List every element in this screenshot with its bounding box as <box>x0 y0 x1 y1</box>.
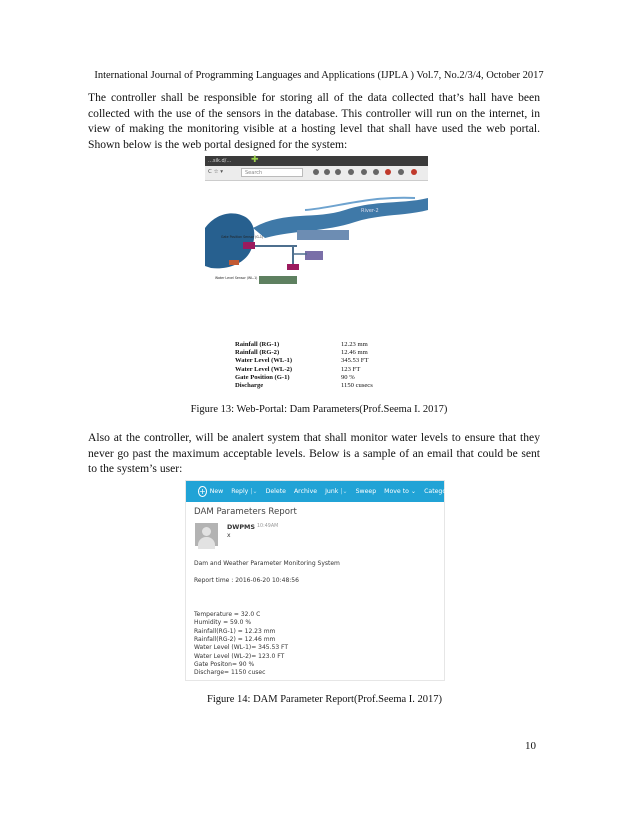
sweep-button[interactable]: Sweep <box>355 488 377 495</box>
sensor-marker-2 <box>287 264 299 270</box>
river-photo-2 <box>305 251 323 260</box>
browser-search-input[interactable]: Search <box>241 168 303 177</box>
list-item: Discharge= 1150 cusec <box>194 669 266 677</box>
email-screenshot <box>185 480 465 681</box>
browser-tab[interactable]: …sik.d/… <box>208 158 232 164</box>
readings-list <box>194 611 288 678</box>
email-recipient: x <box>227 532 231 539</box>
journal-header: International Journal of Programming Languages and Applications (IJPLA ) Vol.7, No.2/3/4, October 2017 <box>94 70 544 81</box>
share-icon[interactable] <box>373 169 379 175</box>
junk-label: Junk <box>325 488 339 495</box>
param-value: 12.23 mm <box>341 341 368 348</box>
avatar <box>195 523 218 546</box>
sensor-marker-1 <box>229 260 239 265</box>
param-value: 12.46 mm <box>341 349 368 357</box>
pocket-icon[interactable] <box>335 169 341 175</box>
reply-label: Reply <box>231 488 249 495</box>
email-toolbar <box>186 481 465 502</box>
figure-14-caption: Figure 14: DAM Parameter Report(Prof.Seema I. 2017) <box>207 694 443 705</box>
new-button[interactable]: New <box>209 488 224 495</box>
block-icon[interactable] <box>385 169 391 175</box>
categories-button[interactable] <box>424 488 465 495</box>
browser-tab-bar <box>205 156 428 166</box>
list-item: Rainfall(RG-2) = 12.46 mm <box>194 636 276 644</box>
separator-chevron-icon: |⌄ <box>340 488 348 495</box>
list-item: Water Level (WL-2)= 123.0 FT <box>194 652 285 660</box>
email-sender[interactable]: DWPMS <box>227 523 255 531</box>
param-value: 345.53 FT <box>341 357 369 365</box>
param-label: Water Level (WL-2) <box>235 365 293 373</box>
menu-icon[interactable] <box>398 169 404 175</box>
email-subject: DAM Parameters Report <box>194 507 297 517</box>
shield-icon[interactable] <box>411 169 417 175</box>
river-label: River-2 <box>361 208 379 214</box>
list-item: Rainfall(RG-1) = 12.23 mm <box>194 627 276 635</box>
delete-button[interactable]: Delete <box>265 488 286 495</box>
figure-13-caption: Figure 13: Web-Portal: Dam Parameters(Prof.Seema I. 2017) <box>190 404 448 415</box>
categories-label: Categories <box>424 488 458 495</box>
param-value: 1150 cusecs <box>341 382 373 390</box>
param-label: Discharge <box>235 382 264 390</box>
list-item: Temperature = 32.0 C <box>194 611 261 618</box>
param-label: Water Level (WL-1) <box>235 357 293 365</box>
param-label: Rainfall (RG-1) <box>235 341 280 348</box>
table-row <box>235 349 373 357</box>
reply-button[interactable] <box>231 488 257 495</box>
move-to-label: Move to <box>384 488 409 495</box>
chevron-down-icon: ⌄ <box>459 488 465 495</box>
dam-map <box>205 180 428 296</box>
list-item: Water Level (WL-1)= 345.53 FT <box>194 644 289 652</box>
paragraph-alert: Also at the controller, will be analert system that shall monitor water levels to ensure that they never go past the maximum acceptable levels. Below is a sample of an email that could be sent to the system’s user: <box>88 431 540 476</box>
river-photo-1 <box>297 230 349 240</box>
star-icon[interactable] <box>313 169 319 175</box>
chevron-down-icon: ⌄ <box>410 488 417 495</box>
paragraph-controller: The controller shall be responsible for storing all of the data collected that’s hall have been collected with the use of the sensors in the database. This controller will run on the internet, in view of making the monitoring visible at a hosting level that shall have used the web portal. Shown below is the web portal designed for the system: <box>88 91 540 151</box>
download-icon[interactable] <box>348 169 354 175</box>
browser-nav-controls[interactable]: C ☆ ▾ <box>208 169 224 175</box>
table-row <box>235 341 373 349</box>
new-icon[interactable]: + <box>199 487 206 496</box>
move-to-button[interactable] <box>384 488 416 495</box>
email-time: 10:49AM <box>257 524 279 529</box>
table-row <box>235 366 373 374</box>
home-icon[interactable] <box>361 169 367 175</box>
list-item: Humidity = 59.0 % <box>194 619 252 627</box>
table-row <box>235 357 373 365</box>
junk-button[interactable] <box>325 488 348 495</box>
param-label: Rainfall (RG-2) <box>235 349 280 357</box>
gate-sensor-label: Gate Position Sensor (G-1) <box>221 235 264 239</box>
param-value: 123 FT <box>341 365 361 373</box>
email-body-title: Dam and Weather Parameter Monitoring System <box>194 560 340 567</box>
web-portal-screenshot <box>205 156 428 296</box>
dam-parameters-table <box>235 341 373 390</box>
param-label: Gate Position (G-1) <box>235 373 290 381</box>
table-row <box>235 382 373 390</box>
page-number: 10 <box>525 740 536 752</box>
river-photo-3 <box>259 276 297 284</box>
table-row <box>235 374 373 382</box>
param-value: 90 % <box>341 373 355 381</box>
browser-toolbar <box>205 166 428 181</box>
water-level-label: Water Level Sensor (WL-1) <box>215 276 258 280</box>
archive-button[interactable]: Archive <box>293 488 318 495</box>
new-tab-icon[interactable]: ✚ <box>251 155 259 165</box>
report-time: Report time : 2016-06-20 10:48:56 <box>194 577 299 584</box>
separator-chevron-icon: |⌄ <box>250 488 258 495</box>
gate-sensor <box>243 242 255 249</box>
library-icon[interactable] <box>324 169 330 175</box>
list-item: Gate Positon= 90 % <box>194 661 255 669</box>
